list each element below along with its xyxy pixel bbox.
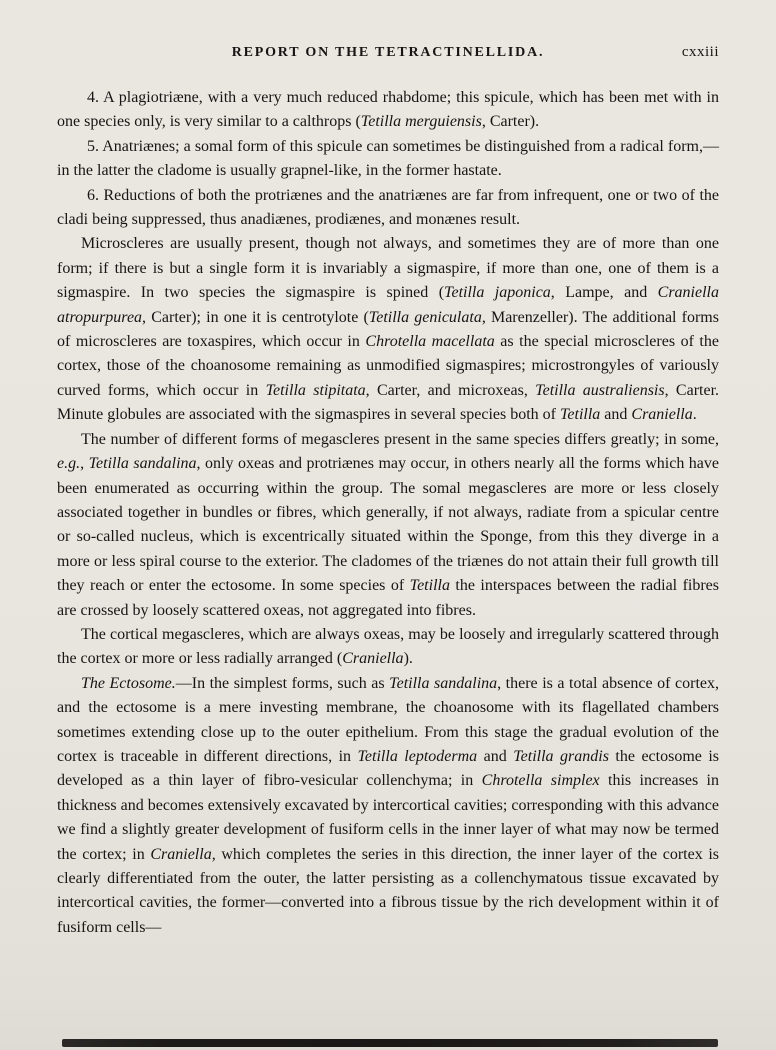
species-name-italic: Tetilla grandis: [513, 747, 609, 765]
paragraph: The cortical megascleres, which are always oxeas, may be loosely and irregularly scattered through the cortex or more or less radially arranged (Craniella).: [57, 625, 719, 668]
species-name-italic: Tetilla sandalina: [389, 674, 498, 692]
paragraph: The number of different forms of megascleres present in the same species differs greatly; in some, e.g., Tetilla sandalina, only oxeas and protriænes may occur, in others nearly all the forms which have been enumerated as occurring within the group. The somal megascleres are more or less closely associated together in bundles or fibres, which generally, if not always, radiate from a spicular centre or so-called nucleus, which is excentrically situated within the Sponge, from this they diverge in a more or less spiral course to the exterior. The cladomes of the triænes do not attain their full growth till they reach or enter the ectosome. In some species of Tetilla the interspaces between the radial fibres are crossed by loosely scattered oxeas, not aggregated into fibres.: [57, 430, 720, 619]
species-name-italic: Tetilla merguiensis: [360, 113, 482, 131]
species-name-italic: Tetilla stipitata: [265, 381, 366, 399]
species-name-italic: Craniella atropurpurea: [57, 284, 719, 326]
species-name-italic: Tetilla japonica: [444, 284, 551, 302]
paragraph: 6. Reductions of both the protriænes and the anatriænes are far from infrequent, one or two of the cladi being suppressed, thus anadiænes, prodiænes, and monænes result.: [57, 186, 719, 229]
species-name-italic: The Ectosome.: [81, 674, 176, 692]
paragraph: 5. Anatriænes; a somal form of this spicule can sometimes be distinguished from a radical form,—in the latter the cladome is usually grapnel-like, in the former hastate.: [57, 137, 719, 180]
running-title: REPORT ON THE TETRACTINELLIDA.: [231, 45, 545, 60]
paragraph: Microscleres are usually present, though not always, and sometimes they are of more than one form; if there is but a single form it is invariably a sigmaspire, if more than one, one of them is a sigmaspire. In two species the sigmaspire is spined (Tetilla japonica, Lampe, and Craniella atropurpurea, Carter); in one it is centrotylote (Tetilla geniculata, Marenzeller). The additional forms of microscleres are toxaspires, which occur in Chrotella macellata as the special microscleres of the cortex, those of the choanosome remaining as unmodified sigmaspires; microstrongyles of variously curved forms, which occur in Tetilla stipitata, Carter, and microxeas, Tetilla australiensis, Carter. Minute globules are associated with the sigmaspires in several species both of Tetilla and Craniella.: [57, 235, 720, 424]
species-name-italic: Tetilla: [559, 406, 601, 424]
species-name-italic: Craniella,: [150, 845, 216, 863]
page-header: [57, 44, 719, 66]
species-name-italic: Craniella: [631, 406, 693, 424]
species-name-italic: Tetilla sandalina: [88, 455, 197, 473]
species-name-italic: e.g.: [57, 455, 81, 473]
species-name-italic: Craniella: [342, 650, 404, 668]
paragraph: The Ectosome.—In the simplest forms, such as Tetilla sandalina, there is a total absence of cortex, and the ectosome is a mere investing membrane, the choanosome with its flagellated chambers sometimes extending close up to the outer epithelium. From this stage the gradual evolution of the cortex is traceable in different directions, in Tetilla leptoderma and Tetilla grandis the ectosome is developed as a thin layer of fibro-vesicular collenchyma; in Chrotella simplex this increases in thickness and becomes extensively excavated by intercortical cavities; corresponding with this advance we find a slightly greater development of fusiform cells in the inner layer of what may now be termed the cortex; in Craniella, which completes the series in this direction, the inner layer of the cortex is clearly differentiated from the outer, the latter persisting as a collenchymatous tissue excavated by intercortical cavities, the former—converted into a fibrous tissue by the rich development within it of fusiform cells—: [57, 674, 720, 936]
page-number: cxxiii: [681, 44, 719, 60]
page-body: [57, 86, 719, 940]
species-name-italic: Tetilla leptoderma: [357, 747, 478, 765]
species-name-italic: Tetilla australiensis: [535, 381, 665, 399]
species-name-italic: Chrotella macellata: [365, 333, 495, 351]
scan-edge-artifact: [62, 1039, 718, 1047]
species-name-italic: Tetilla geniculata: [368, 308, 482, 326]
paragraph: 4. A plagiotriæne, with a very much reduced rhabdome; this spicule, which has been met with in one species only, is very similar to a calthrops (Tetilla merguiensis, Carter).: [57, 89, 719, 131]
species-name-italic: Chrotella simplex: [481, 772, 600, 790]
species-name-italic: Tetilla: [409, 577, 450, 595]
